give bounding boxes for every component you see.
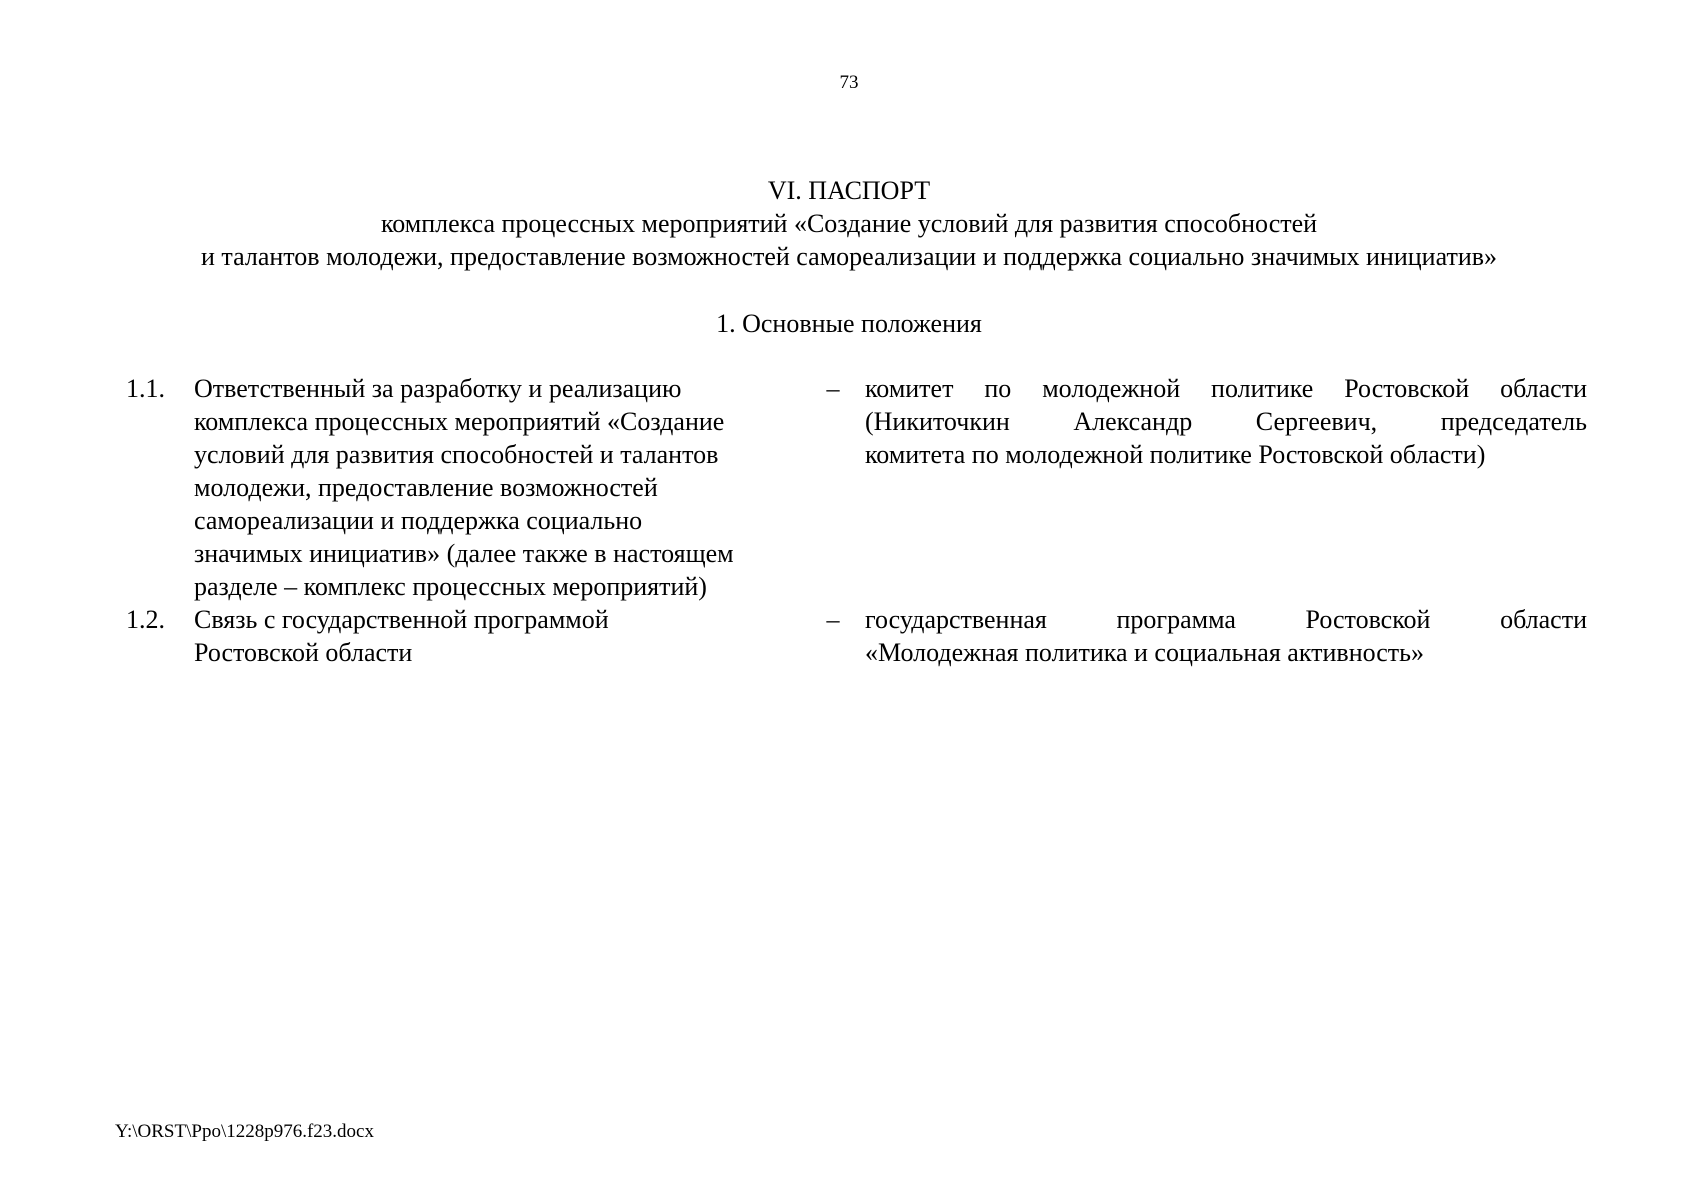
document-header [0, 174, 1698, 273]
row-label-line: Ростовской области [194, 638, 413, 667]
file-path-footer: Y:\ORST\Ppo\1228p976.f23.docx [115, 1121, 374, 1142]
row-value-line: государственная программа Ростовской области [865, 605, 1587, 634]
row-number: 1.1. [126, 374, 165, 403]
row-label-line: комплекса процессных мероприятий «Создание [194, 407, 725, 436]
row-label-line: разделе – комплекс процессных мероприятий) [194, 572, 707, 601]
document-subtitle-line-2: и талантов молодежи, предоставление возможностей самореализации и поддержка социально значимых инициатив» [200, 242, 1498, 271]
row-value-line: (Никиточкин Александр Сергеевич, председатель [865, 407, 1587, 436]
row-label-line: значимых инициатив» (далее также в настоящем [194, 539, 734, 568]
row-dash: – [826, 374, 840, 403]
row-value [865, 603, 1587, 669]
row-value-line: комитет по молодежной политике Ростовской области [865, 374, 1587, 403]
section-title: 1. Основные положения [716, 309, 982, 338]
row-label-line: самореализации и поддержка социально [194, 506, 643, 535]
document-title: VI. ПАСПОРТ [767, 176, 931, 205]
row-label-line: условий для развития способностей и талантов [194, 440, 719, 469]
row-label [194, 603, 814, 669]
row-dash: – [826, 605, 840, 634]
row-number: 1.2. [126, 605, 165, 634]
row-value-line: комитета по молодежной политике Ростовской области) [865, 440, 1486, 469]
row-value [865, 372, 1587, 471]
page-number: 73 [839, 72, 859, 93]
row-value-line: «Молодежная политика и социальная активность» [865, 638, 1425, 667]
row-label [194, 372, 814, 603]
row-label-line: Связь с государственной программой [194, 605, 609, 634]
row-label-line: молодежи, предоставление возможностей [194, 473, 658, 502]
document-subtitle-line-1: комплекса процессных мероприятий «Создание условий для развития способностей [380, 209, 1318, 238]
row-label-line: Ответственный за разработку и реализацию [194, 374, 682, 403]
